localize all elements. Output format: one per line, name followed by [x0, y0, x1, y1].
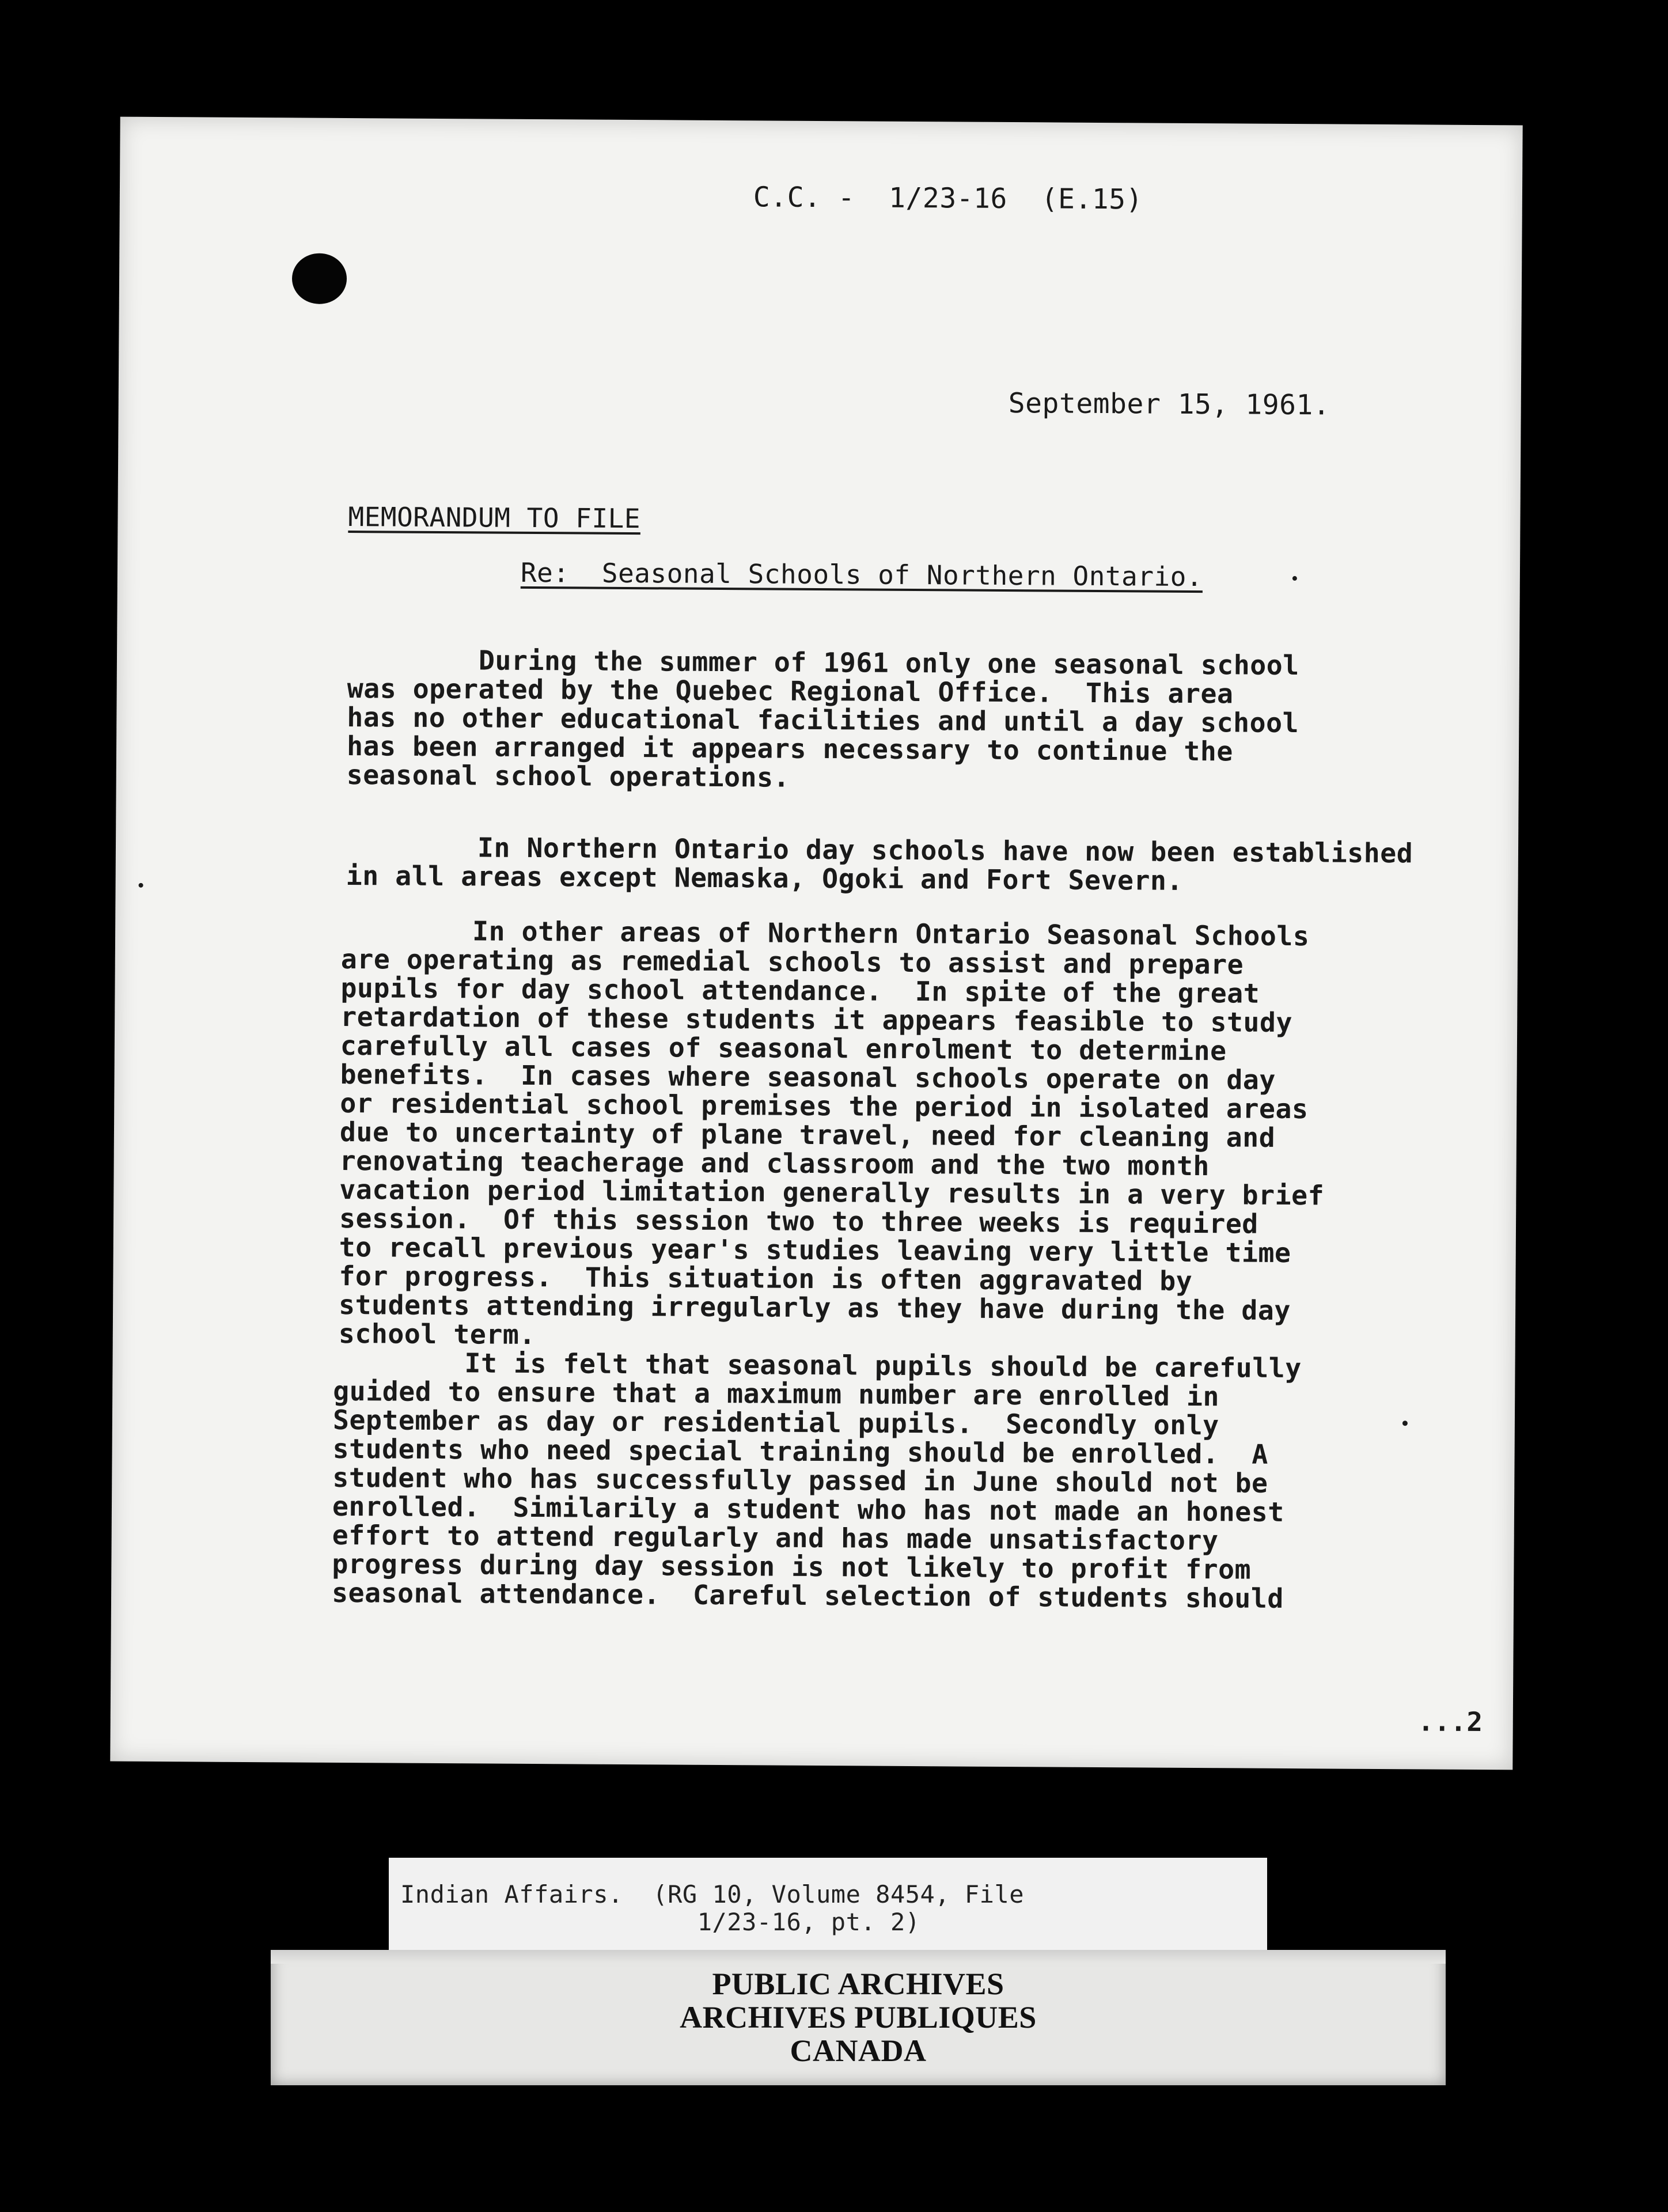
- body-paragraph-4: It is felt that seasonal pupils should be carefully guided to ensure that a maximum number are enrolled in September as day or residential pupils. Secondly only students who need special training should be enrolled. A student who has successfully passed in June should not be enrolled. Similarily a student who has not made an honest effort to attend regularly and has made unsatisfactory progress during day session is not likely to profit from seasonal attendance. Careful selection of students should: [331, 1346, 1302, 1614]
- memo-date: September 15, 1961.: [1008, 387, 1330, 422]
- memo-subject: Re: Seasonal Schools of Northern Ontario.: [520, 556, 1203, 593]
- memo-page: [110, 117, 1522, 1770]
- body-paragraph-2: In Northern Ontario day schools have now been established in all areas except Nemaska, Ogoki and Fort Severn.: [346, 831, 1413, 896]
- stamp-line-country: CANADA: [790, 2033, 927, 2068]
- paper-speck: [1292, 576, 1297, 581]
- memo-title: MEMORANDUM TO FILE: [348, 501, 641, 535]
- stamp-line-french: ARCHIVES PUBLIQUES: [680, 2000, 1037, 2035]
- stamp-line-english: PUBLIC ARCHIVES: [712, 1967, 1004, 2001]
- paper-speck: [1402, 1421, 1408, 1426]
- file-reference: C.C. - 1/23-16 (E.15): [753, 181, 1143, 216]
- punch-hole: [292, 253, 347, 304]
- body-paragraph-1: During the summer of 1961 only one seasonal school was operated by the Quebec Regional Office. This area has no other educational facilities and until a day school has been arranged it appears necessary to continue the seasonal school operations.: [346, 644, 1299, 793]
- paper-speck: [139, 883, 143, 888]
- archive-source-label: [389, 1858, 1267, 1959]
- page-continuation: ...2: [1417, 1706, 1483, 1738]
- body-paragraph-3: In other areas of Northern Ontario Seasonal Schools are operating as remedial schools to assist and prepare pupils for day school attendance. In spite of the great retardation of these students it appears feasible to study carefully all cases of seasonal enrolment to determine benefits. In cases where seasonal schools operate on day or residential school premises the period in isolated areas due to uncertainty of plane travel, need for cleaning and renovating teacherage and classroom and the two month vacation period limitation generally results in a very brief session. Of this session two to three weeks is required to recall previous year's studies leaving very little time for progress. This situation is often aggravated by students attending irregularly as they have during the day school term.: [338, 914, 1325, 1351]
- archive-stamp: [271, 1950, 1446, 2085]
- stamp-strip-band: [271, 1950, 1446, 1964]
- archive-source-text: Indian Affairs. (RG 10, Volume 8454, File 1/23-16, pt. 2): [400, 1880, 1025, 1936]
